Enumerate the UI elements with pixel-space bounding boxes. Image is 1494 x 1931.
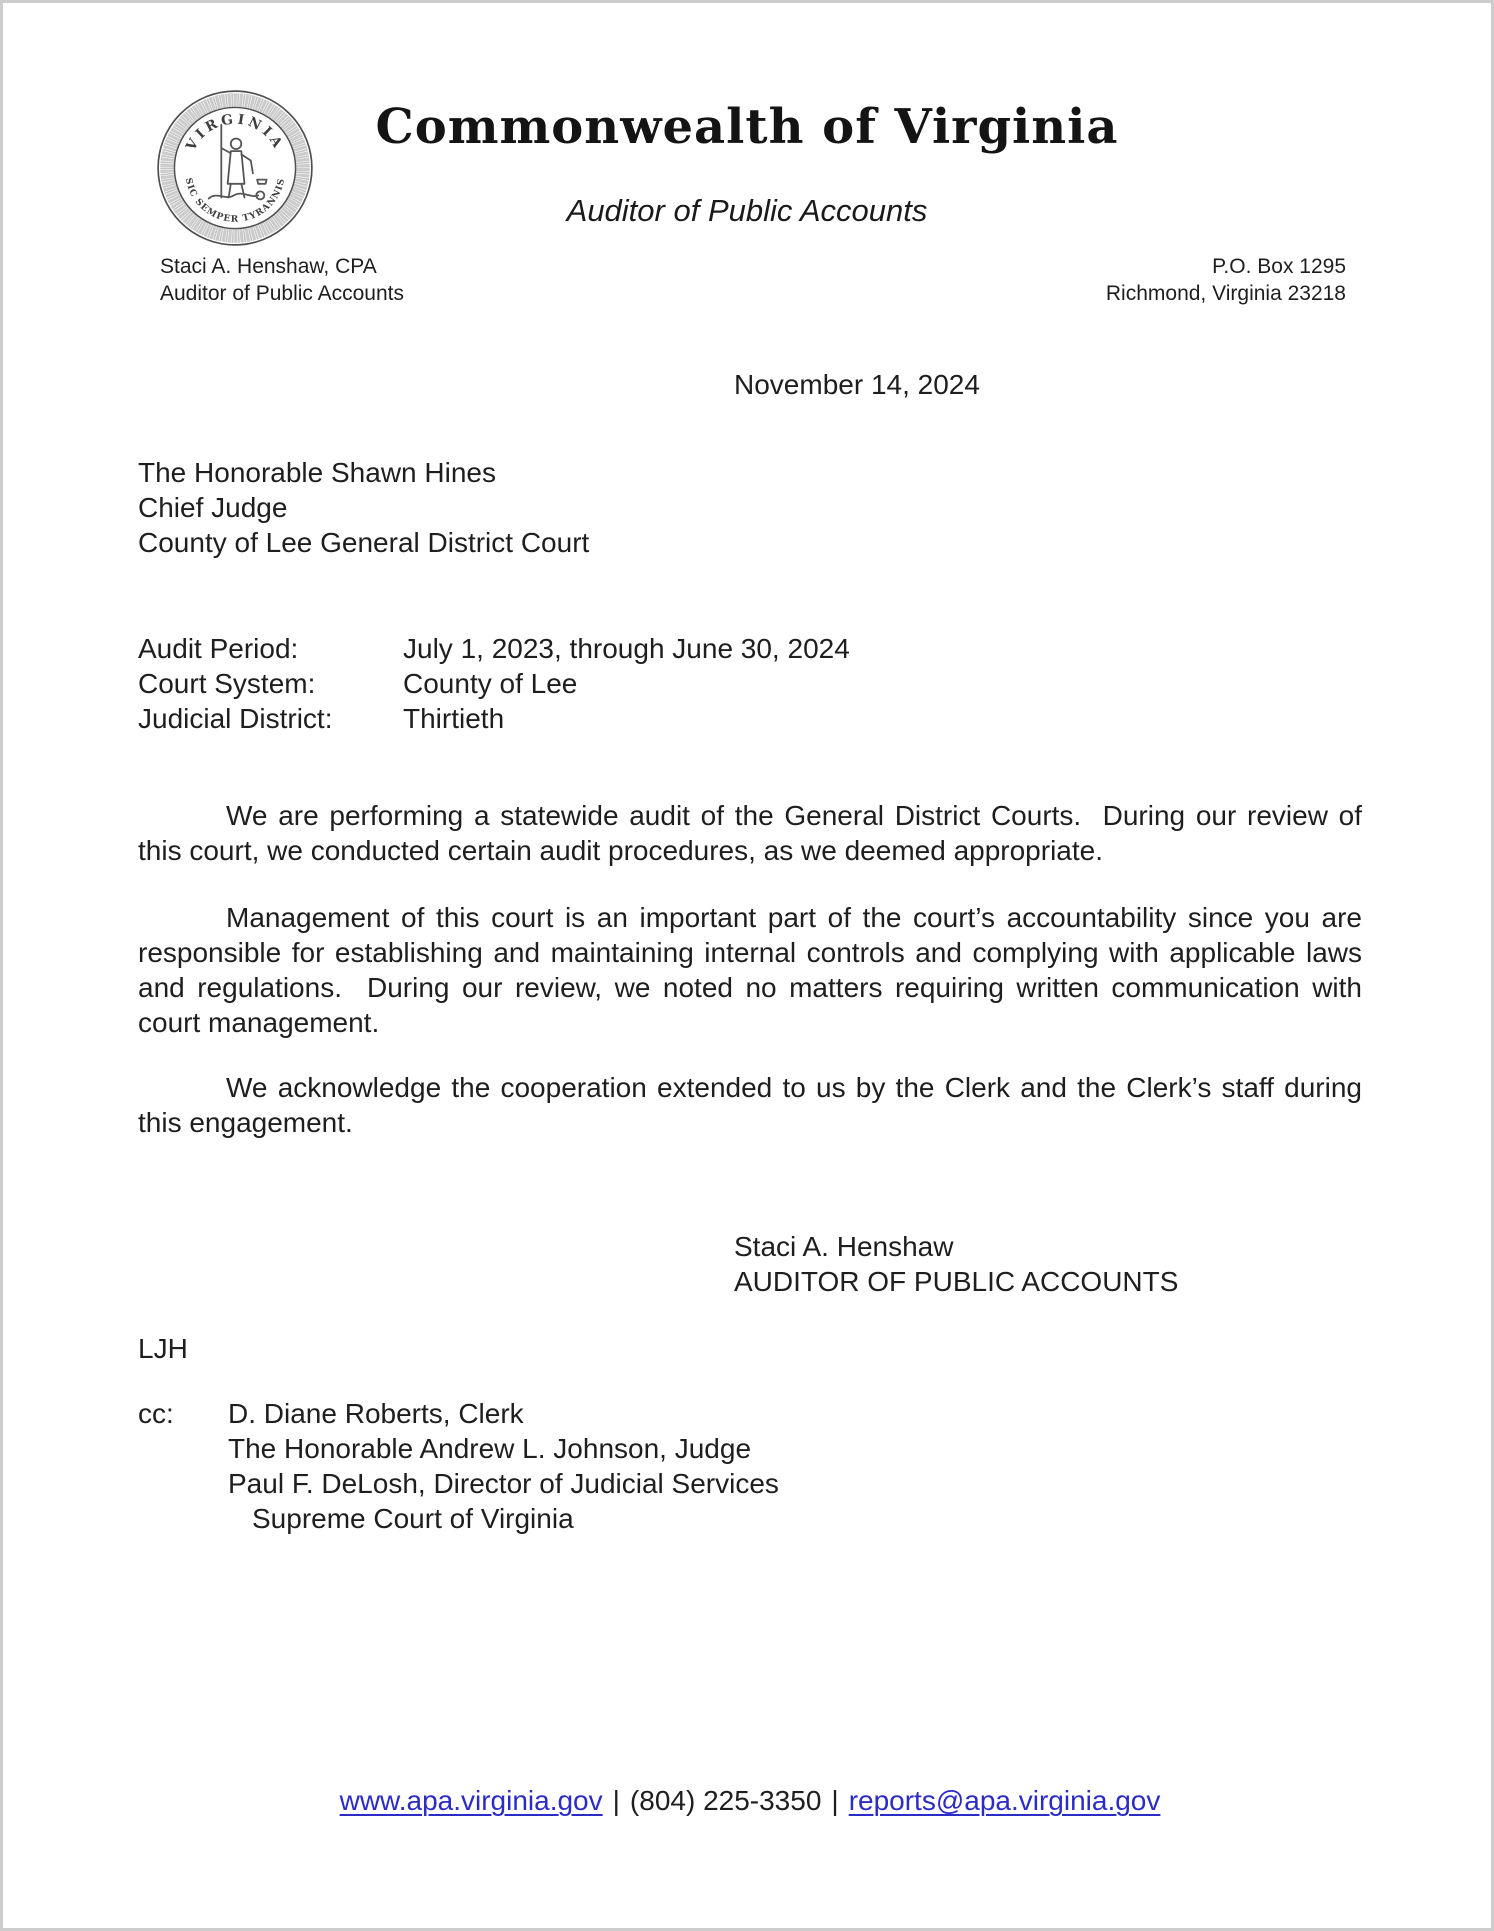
body-paragraph-2: Management of this court is an important part of the court’s accountability since you are responsible for establishing and maintaining internal controls and complying with applicable laws and regulations. During our review, we noted no matters requiring written communication with court management.: [138, 902, 1362, 1038]
detail-row-audit-period: [138, 631, 1362, 666]
sender-title: Auditor of Public Accounts: [160, 282, 404, 305]
office-address-block: [1106, 253, 1346, 307]
detail-value: July 1, 2023, through June 30, 2024: [403, 633, 850, 664]
seal-bottom-text: SIC SEMPER TYRANNIS: [182, 177, 288, 225]
cc-names: [228, 1396, 779, 1536]
cc-block: [138, 1396, 779, 1536]
footer: [138, 1785, 1362, 1817]
recipient-court: County of Lee General District Court: [138, 527, 590, 558]
detail-row-judicial-district: [138, 701, 1362, 736]
seal-top-text: VIRGINIA: [183, 111, 287, 154]
po-box-line: P.O. Box 1295: [1212, 255, 1346, 278]
website-link[interactable]: www.apa.virginia.gov: [339, 1785, 603, 1816]
detail-value: County of Lee: [403, 668, 578, 699]
body-paragraph-1: We are performing a statewide audit of the General District Courts. During our review of this court, we conducted certain audit procedures, as we deemed appropriate.: [138, 800, 1362, 866]
sender-block: [160, 253, 404, 307]
phone-number: (804) 225-3350: [629, 1785, 822, 1816]
cc-name-suborg: Supreme Court of Virginia: [252, 1503, 574, 1534]
page-title: Commonwealth of Virginia: [375, 99, 1119, 155]
email-link[interactable]: reports@apa.virginia.gov: [848, 1785, 1161, 1816]
detail-label: Court System:: [138, 668, 316, 699]
page-subtitle: Auditor of Public Accounts: [566, 193, 928, 228]
letter-date: November 14, 2024: [734, 369, 980, 400]
footer-separator: |: [612, 1785, 620, 1816]
recipient-title: Chief Judge: [138, 492, 288, 523]
cc-name: D. Diane Roberts, Clerk: [228, 1398, 524, 1429]
detail-label: Judicial District:: [138, 703, 333, 734]
signature-block: [734, 1229, 1178, 1299]
recipient-name: The Honorable Shawn Hines: [138, 457, 496, 488]
recipient-block: [138, 455, 589, 560]
cc-name: Paul F. DeLosh, Director of Judicial Services: [228, 1468, 779, 1499]
signature-name: Staci A. Henshaw: [734, 1231, 954, 1262]
body-paragraph-3: We acknowledge the cooperation extended to us by the Clerk and the Clerk’s staff during this engagement.: [138, 1072, 1362, 1138]
audit-details-table: [138, 631, 1362, 736]
detail-value: Thirtieth: [403, 703, 505, 734]
signature-title: AUDITOR OF PUBLIC ACCOUNTS: [734, 1266, 1179, 1297]
cc-name: The Honorable Andrew L. Johnson, Judge: [228, 1433, 752, 1464]
footer-separator: |: [831, 1785, 839, 1816]
detail-row-court-system: [138, 666, 1362, 701]
detail-label: Audit Period:: [138, 633, 299, 664]
typist-initials: LJH: [138, 1333, 188, 1364]
cc-label: cc:: [138, 1398, 174, 1429]
sender-name: Staci A. Henshaw, CPA: [160, 255, 377, 278]
city-state-zip-line: Richmond, Virginia 23218: [1105, 282, 1346, 305]
